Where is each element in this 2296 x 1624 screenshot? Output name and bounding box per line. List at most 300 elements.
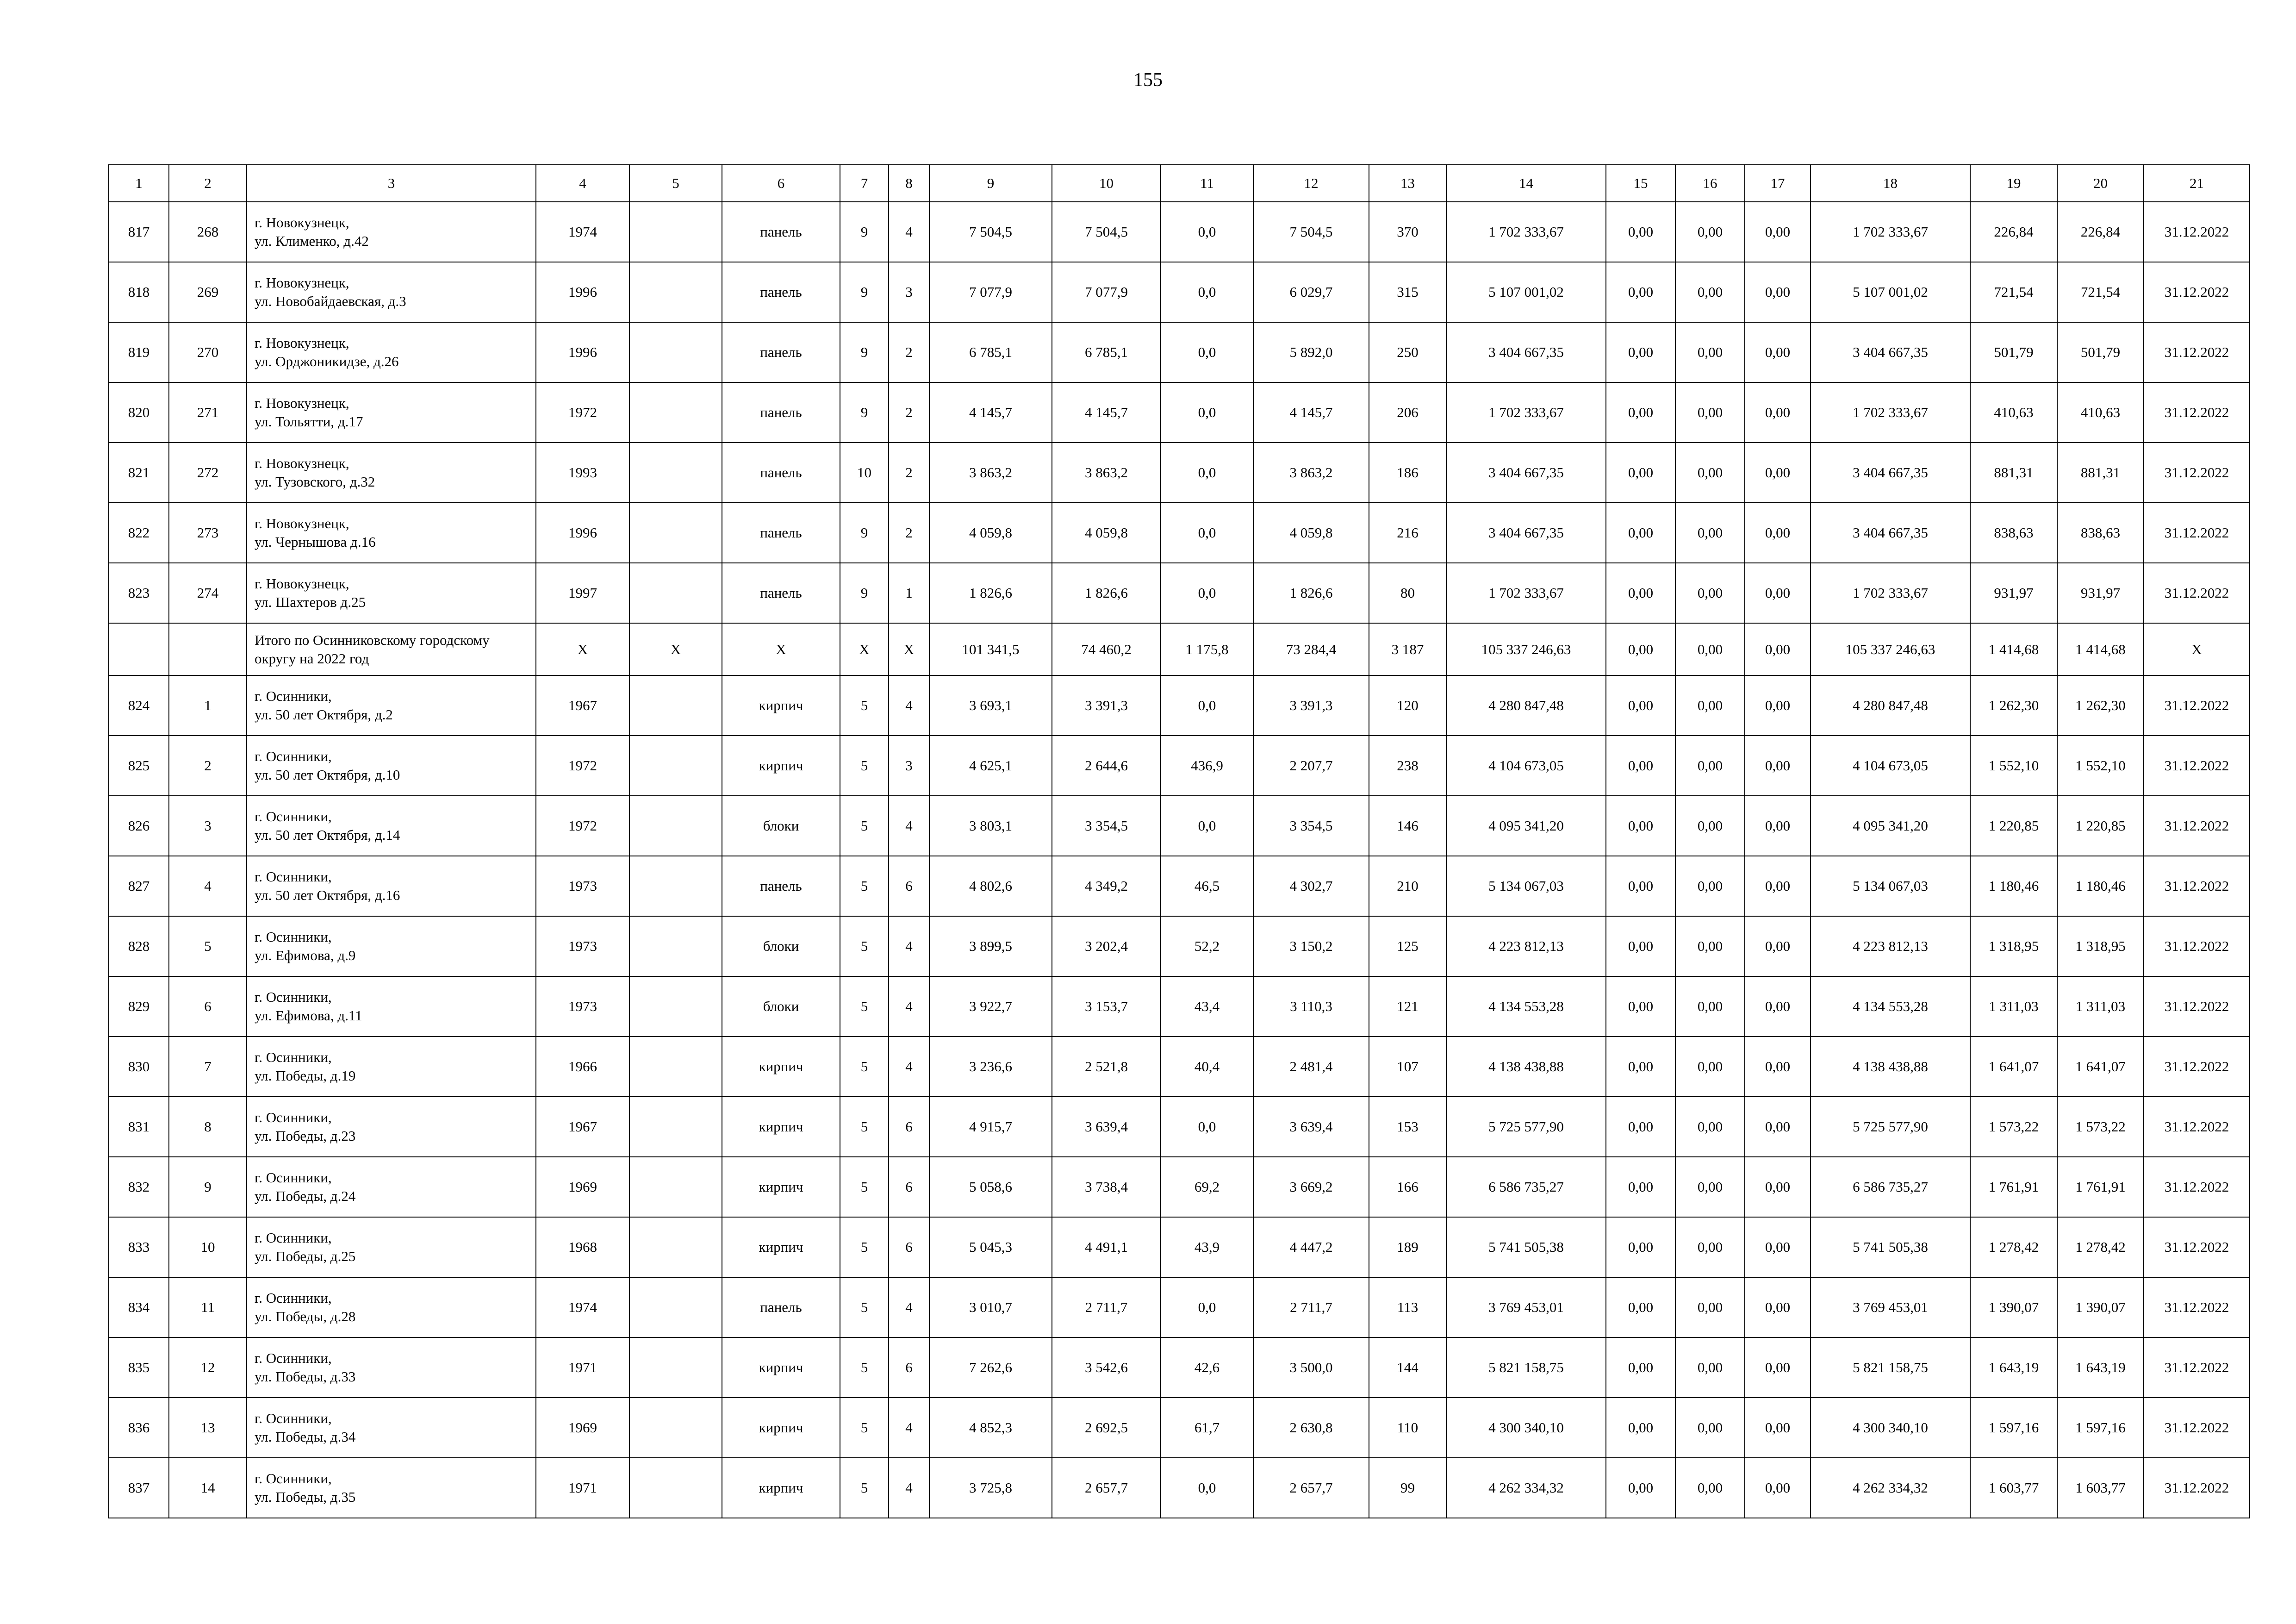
cell-col-7: 9 (840, 262, 889, 322)
address-line-2: ул. Ефимова, д.11 (255, 1007, 362, 1024)
cell-col-1: 828 (109, 916, 169, 976)
cell-col-11: 0,0 (1161, 796, 1253, 856)
cell-col-14: 5 725 577,90 (1446, 1097, 1606, 1157)
cell-col-12: 5 892,0 (1253, 322, 1369, 382)
cell-col-14: 4 134 553,28 (1446, 976, 1606, 1037)
cell-col-15: 0,00 (1606, 563, 1675, 623)
address-line-2: ул. 50 лет Октября, д.16 (255, 887, 400, 903)
cell-col-13: 206 (1369, 382, 1446, 443)
cell-col-17: 0,00 (1745, 1337, 1811, 1398)
cell-col-1: 819 (109, 322, 169, 382)
address-cell (247, 443, 536, 503)
cell-col-12: 7 504,5 (1253, 202, 1369, 262)
address-cell (247, 1277, 536, 1337)
cell-col-16: 0,00 (1675, 563, 1745, 623)
cell-col-6: панель (722, 202, 840, 262)
cell-col-20: 1 311,03 (2057, 976, 2144, 1037)
cell-col-17: 0,00 (1745, 1458, 1811, 1518)
cell-col-13: 250 (1369, 322, 1446, 382)
cell-col-10: 2 644,6 (1052, 736, 1161, 796)
cell-col-8: 2 (889, 503, 929, 563)
cell-col-10: 3 153,7 (1052, 976, 1161, 1037)
table-row (109, 503, 2250, 563)
column-header: 19 (1970, 165, 2057, 202)
cell-col-17: 0,00 (1745, 623, 1811, 675)
cell-col-9: 3 922,7 (929, 976, 1052, 1037)
cell-col-5 (629, 1157, 722, 1217)
cell-col-13: 370 (1369, 202, 1446, 262)
cell-col-17: 0,00 (1745, 262, 1811, 322)
cell-col-8: 4 (889, 796, 929, 856)
column-header: 5 (629, 165, 722, 202)
cell-col-6: панель (722, 563, 840, 623)
cell-col-1: 830 (109, 1037, 169, 1097)
cell-col-8: 3 (889, 262, 929, 322)
cell-col-15: 0,00 (1606, 503, 1675, 563)
cell-col-9: 4 625,1 (929, 736, 1052, 796)
cell-col-12: 3 354,5 (1253, 796, 1369, 856)
cell-col-15: 0,00 (1606, 382, 1675, 443)
cell-col-4: 1971 (536, 1337, 629, 1398)
cell-col-8: 4 (889, 1037, 929, 1097)
cell-col-10: 2 692,5 (1052, 1398, 1161, 1458)
cell-col-4: 1996 (536, 322, 629, 382)
cell-col-9: 4 059,8 (929, 503, 1052, 563)
cell-col-8: 4 (889, 976, 929, 1037)
cell-col-16: 0,00 (1675, 796, 1745, 856)
cell-col-5 (629, 1097, 722, 1157)
cell-col-5 (629, 916, 722, 976)
cell-col-7: 5 (840, 1217, 889, 1277)
cell-col-19: 931,97 (1970, 563, 2057, 623)
cell-col-17: 0,00 (1745, 503, 1811, 563)
cell-col-14: 5 134 067,03 (1446, 856, 1606, 916)
cell-col-16: 0,00 (1675, 856, 1745, 916)
cell-col-20: 1 597,16 (2057, 1398, 2144, 1458)
cell-col-16: 0,00 (1675, 382, 1745, 443)
cell-col-7: 5 (840, 675, 889, 736)
cell-col-8: 2 (889, 382, 929, 443)
cell-col-18: 5 107 001,02 (1811, 262, 1970, 322)
cell-col-12: 2 657,7 (1253, 1458, 1369, 1518)
cell-col-16: 0,00 (1675, 262, 1745, 322)
cell-col-10: 2 521,8 (1052, 1037, 1161, 1097)
address-line-1: г. Осинники, (255, 1350, 332, 1366)
address-cell (247, 856, 536, 916)
cell-col-4: 1996 (536, 503, 629, 563)
address-line-2: ул. Орджоникидзе, д.26 (255, 353, 399, 369)
cell-col-1: 836 (109, 1398, 169, 1458)
cell-col-10: 4 349,2 (1052, 856, 1161, 916)
cell-col-14: 4 095 341,20 (1446, 796, 1606, 856)
cell-col-1: 825 (109, 736, 169, 796)
cell-col-6: панель (722, 856, 840, 916)
cell-col-2: 11 (169, 1277, 247, 1337)
table-row (109, 856, 2250, 916)
address-line-2: ул. Клименко, д.42 (255, 233, 369, 249)
cell-col-8: 6 (889, 1157, 929, 1217)
cell-col-6: панель (722, 443, 840, 503)
cell-col-6: панель (722, 503, 840, 563)
cell-col-5 (629, 1398, 722, 1458)
cell-col-5 (629, 675, 722, 736)
cell-col-17: 0,00 (1745, 976, 1811, 1037)
cell-col-15: 0,00 (1606, 1398, 1675, 1458)
total-row (109, 623, 2250, 675)
cell-col-19: 1 318,95 (1970, 916, 2057, 976)
cell-col-8: 2 (889, 443, 929, 503)
cell-col-14: 4 300 340,10 (1446, 1398, 1606, 1458)
cell-col-5 (629, 262, 722, 322)
cell-col-13: 315 (1369, 262, 1446, 322)
cell-col-16: 0,00 (1675, 322, 1745, 382)
address-line-2: ул. Победы, д.33 (255, 1368, 356, 1385)
cell-col-15: 0,00 (1606, 623, 1675, 675)
cell-col-10: 3 863,2 (1052, 443, 1161, 503)
address-line-2: ул. Победы, д.35 (255, 1489, 356, 1505)
address-line-2: ул. 50 лет Октября, д.14 (255, 827, 400, 843)
cell-col-20: 1 318,95 (2057, 916, 2144, 976)
cell-col-9: 3 803,1 (929, 796, 1052, 856)
cell-col-12: 3 639,4 (1253, 1097, 1369, 1157)
cell-col-10: 6 785,1 (1052, 322, 1161, 382)
column-header: 3 (247, 165, 536, 202)
table-row (109, 736, 2250, 796)
cell-col-7: X (840, 623, 889, 675)
cell-col-2: 270 (169, 322, 247, 382)
cell-col-4: 1972 (536, 382, 629, 443)
cell-col-15: 0,00 (1606, 1097, 1675, 1157)
address-cell (247, 1037, 536, 1097)
cell-col-21: 31.12.2022 (2144, 443, 2250, 503)
address-line-2: ул. Победы, д.25 (255, 1248, 356, 1264)
cell-col-8: 6 (889, 1097, 929, 1157)
table-row (109, 1458, 2250, 1518)
table-row (109, 1097, 2250, 1157)
cell-col-19: 1 552,10 (1970, 736, 2057, 796)
column-header: 14 (1446, 165, 1606, 202)
address-line-2: ул. Ефимова, д.9 (255, 947, 356, 963)
cell-col-4: 1996 (536, 262, 629, 322)
cell-col-10: 4 491,1 (1052, 1217, 1161, 1277)
cell-col-20: 1 278,42 (2057, 1217, 2144, 1277)
cell-col-7: 5 (840, 796, 889, 856)
cell-col-7: 9 (840, 382, 889, 443)
address-line-2: ул. Новобайдаевская, д.3 (255, 293, 406, 309)
cell-col-18: 4 280 847,48 (1811, 675, 1970, 736)
cell-col-11: 40,4 (1161, 1037, 1253, 1097)
cell-col-18: 3 769 453,01 (1811, 1277, 1970, 1337)
table-body (109, 202, 2250, 1518)
cell-col-9: 3 236,6 (929, 1037, 1052, 1097)
cell-col-5 (629, 503, 722, 563)
cell-col-9: 5 058,6 (929, 1157, 1052, 1217)
cell-col-13: 113 (1369, 1277, 1446, 1337)
cell-col-9: 7 077,9 (929, 262, 1052, 322)
address-cell (247, 916, 536, 976)
cell-col-15: 0,00 (1606, 856, 1675, 916)
cell-col-1: 820 (109, 382, 169, 443)
cell-col-11: 46,5 (1161, 856, 1253, 916)
cell-col-2: 12 (169, 1337, 247, 1398)
table-row (109, 322, 2250, 382)
cell-col-21: 31.12.2022 (2144, 563, 2250, 623)
cell-col-17: 0,00 (1745, 1217, 1811, 1277)
cell-col-12: 2 207,7 (1253, 736, 1369, 796)
cell-col-9: 101 341,5 (929, 623, 1052, 675)
address-line-1: г. Осинники, (255, 1290, 332, 1306)
cell-col-16: 0,00 (1675, 1277, 1745, 1337)
cell-col-7: 5 (840, 856, 889, 916)
cell-col-20: 1 552,10 (2057, 736, 2144, 796)
address-line-1: г. Новокузнецк, (255, 335, 349, 351)
cell-col-5 (629, 1037, 722, 1097)
cell-col-20: 1 643,19 (2057, 1337, 2144, 1398)
cell-col-6: блоки (722, 916, 840, 976)
cell-col-15: 0,00 (1606, 322, 1675, 382)
cell-col-6: кирпич (722, 1217, 840, 1277)
cell-col-19: 410,63 (1970, 382, 2057, 443)
address-cell (247, 736, 536, 796)
cell-col-1: 822 (109, 503, 169, 563)
cell-col-13: 3 187 (1369, 623, 1446, 675)
address-cell (247, 503, 536, 563)
cell-col-14: 1 702 333,67 (1446, 382, 1606, 443)
cell-col-19: 1 761,91 (1970, 1157, 2057, 1217)
cell-col-1: 837 (109, 1458, 169, 1518)
cell-col-2: 269 (169, 262, 247, 322)
cell-col-14: 4 138 438,88 (1446, 1037, 1606, 1097)
cell-col-21: 31.12.2022 (2144, 1458, 2250, 1518)
cell-col-13: 166 (1369, 1157, 1446, 1217)
cell-col-18: 5 821 158,75 (1811, 1337, 1970, 1398)
cell-col-5 (629, 736, 722, 796)
cell-col-6: кирпич (722, 736, 840, 796)
cell-col-10: 7 077,9 (1052, 262, 1161, 322)
cell-col-7: 5 (840, 1037, 889, 1097)
cell-col-2: 271 (169, 382, 247, 443)
cell-col-2: 1 (169, 675, 247, 736)
cell-col-12: 4 447,2 (1253, 1217, 1369, 1277)
cell-col-15: 0,00 (1606, 1277, 1675, 1337)
cell-col-8: 4 (889, 916, 929, 976)
cell-col-4: 1969 (536, 1157, 629, 1217)
cell-col-1: 827 (109, 856, 169, 916)
address-line-2: ул. Шахтеров д.25 (255, 594, 366, 610)
cell-col-12: 6 029,7 (1253, 262, 1369, 322)
cell-col-13: 110 (1369, 1398, 1446, 1458)
cell-col-17: 0,00 (1745, 322, 1811, 382)
cell-col-13: 107 (1369, 1037, 1446, 1097)
cell-col-13: 153 (1369, 1097, 1446, 1157)
column-header: 6 (722, 165, 840, 202)
address-cell (247, 202, 536, 262)
cell-col-21: 31.12.2022 (2144, 322, 2250, 382)
address-cell (247, 1337, 536, 1398)
cell-col-2: 273 (169, 503, 247, 563)
cell-col-13: 216 (1369, 503, 1446, 563)
cell-col-4: 1993 (536, 443, 629, 503)
cell-col-2: 3 (169, 796, 247, 856)
cell-col-18: 4 138 438,88 (1811, 1037, 1970, 1097)
cell-col-7: 9 (840, 202, 889, 262)
cell-col-16: 0,00 (1675, 1398, 1745, 1458)
column-header: 20 (2057, 165, 2144, 202)
column-header: 9 (929, 165, 1052, 202)
column-number-row (109, 165, 2250, 202)
cell-col-19: 721,54 (1970, 262, 2057, 322)
column-header: 8 (889, 165, 929, 202)
address-cell (247, 1157, 536, 1217)
cell-col-15: 0,00 (1606, 976, 1675, 1037)
table-row (109, 1217, 2250, 1277)
address-cell (247, 262, 536, 322)
address-line-2: ул. 50 лет Октября, д.2 (255, 706, 393, 723)
cell-col-7: 5 (840, 1277, 889, 1337)
cell-col-11: 0,0 (1161, 202, 1253, 262)
cell-col-11: 69,2 (1161, 1157, 1253, 1217)
cell-col-5 (629, 202, 722, 262)
cell-col-2: 7 (169, 1037, 247, 1097)
cell-col-4: 1967 (536, 1097, 629, 1157)
cell-col-9: 3 899,5 (929, 916, 1052, 976)
table-row (109, 1157, 2250, 1217)
cell-col-17: 0,00 (1745, 1037, 1811, 1097)
table-row (109, 916, 2250, 976)
cell-col-2 (169, 623, 247, 675)
cell-col-8: X (889, 623, 929, 675)
cell-col-18: 1 702 333,67 (1811, 563, 1970, 623)
cell-col-10: 3 542,6 (1052, 1337, 1161, 1398)
cell-col-18: 3 404 667,35 (1811, 503, 1970, 563)
address-cell (247, 675, 536, 736)
cell-col-16: 0,00 (1675, 736, 1745, 796)
cell-col-14: 1 702 333,67 (1446, 563, 1606, 623)
cell-col-8: 4 (889, 1277, 929, 1337)
cell-col-4: 1997 (536, 563, 629, 623)
cell-col-16: 0,00 (1675, 503, 1745, 563)
cell-col-4: 1974 (536, 202, 629, 262)
cell-col-12: 4 059,8 (1253, 503, 1369, 563)
cell-col-17: 0,00 (1745, 202, 1811, 262)
cell-col-14: 3 404 667,35 (1446, 503, 1606, 563)
address-line-2: ул. Победы, д.34 (255, 1429, 356, 1445)
cell-col-13: 99 (1369, 1458, 1446, 1518)
address-line-1: г. Осинники, (255, 1169, 332, 1186)
cell-col-2: 268 (169, 202, 247, 262)
address-cell (247, 563, 536, 623)
cell-col-11: 0,0 (1161, 563, 1253, 623)
table-row (109, 796, 2250, 856)
table-row (109, 1037, 2250, 1097)
address-cell (247, 1097, 536, 1157)
table-row (109, 563, 2250, 623)
address-cell (247, 976, 536, 1037)
cell-col-21: 31.12.2022 (2144, 736, 2250, 796)
cell-col-15: 0,00 (1606, 675, 1675, 736)
cell-col-6: панель (722, 322, 840, 382)
cell-col-15: 0,00 (1606, 202, 1675, 262)
cell-col-18: 4 134 553,28 (1811, 976, 1970, 1037)
cell-col-9: 1 826,6 (929, 563, 1052, 623)
cell-col-20: 226,84 (2057, 202, 2144, 262)
cell-col-16: 0,00 (1675, 623, 1745, 675)
cell-col-12: 1 826,6 (1253, 563, 1369, 623)
cell-col-20: 1 603,77 (2057, 1458, 2144, 1518)
cell-col-13: 125 (1369, 916, 1446, 976)
cell-col-7: 5 (840, 916, 889, 976)
column-header: 12 (1253, 165, 1369, 202)
column-header: 16 (1675, 165, 1745, 202)
cell-col-11: 0,0 (1161, 1277, 1253, 1337)
cell-col-16: 0,00 (1675, 916, 1745, 976)
cell-col-11: 436,9 (1161, 736, 1253, 796)
cell-col-13: 146 (1369, 796, 1446, 856)
address-line-1: г. Осинники, (255, 868, 332, 885)
cell-col-14: 3 404 667,35 (1446, 322, 1606, 382)
cell-col-8: 4 (889, 202, 929, 262)
cell-col-5 (629, 563, 722, 623)
cell-col-2: 14 (169, 1458, 247, 1518)
table-row (109, 262, 2250, 322)
table-row (109, 976, 2250, 1037)
cell-col-15: 0,00 (1606, 1037, 1675, 1097)
cell-col-12: 2 481,4 (1253, 1037, 1369, 1097)
cell-col-5: X (629, 623, 722, 675)
column-header: 1 (109, 165, 169, 202)
cell-col-21: 31.12.2022 (2144, 1337, 2250, 1398)
cell-col-11: 0,0 (1161, 1097, 1253, 1157)
cell-col-19: 1 573,22 (1970, 1097, 2057, 1157)
cell-col-18: 3 404 667,35 (1811, 443, 1970, 503)
cell-col-7: 9 (840, 322, 889, 382)
cell-col-12: 4 145,7 (1253, 382, 1369, 443)
cell-col-8: 6 (889, 856, 929, 916)
cell-col-16: 0,00 (1675, 976, 1745, 1037)
cell-col-13: 144 (1369, 1337, 1446, 1398)
cell-col-21: 31.12.2022 (2144, 202, 2250, 262)
cell-col-1: 824 (109, 675, 169, 736)
cell-col-15: 0,00 (1606, 796, 1675, 856)
cell-col-14: 105 337 246,63 (1446, 623, 1606, 675)
cell-col-16: 0,00 (1675, 443, 1745, 503)
cell-col-7: 5 (840, 1097, 889, 1157)
cell-col-9: 4 145,7 (929, 382, 1052, 443)
table-row (109, 675, 2250, 736)
cell-col-18: 1 702 333,67 (1811, 382, 1970, 443)
cell-col-10: 3 202,4 (1052, 916, 1161, 976)
cell-col-10: 74 460,2 (1052, 623, 1161, 675)
address-cell (247, 623, 536, 675)
cell-col-1: 821 (109, 443, 169, 503)
cell-col-19: 1 180,46 (1970, 856, 2057, 916)
cell-col-16: 0,00 (1675, 202, 1745, 262)
cell-col-1: 835 (109, 1337, 169, 1398)
cell-col-11: 0,0 (1161, 443, 1253, 503)
cell-col-20: 721,54 (2057, 262, 2144, 322)
address-line-1: Итого по Осинниковскому городскому округу на 2022 год (255, 631, 490, 667)
cell-col-6: блоки (722, 976, 840, 1037)
cell-col-11: 1 175,8 (1161, 623, 1253, 675)
cell-col-21: 31.12.2022 (2144, 1398, 2250, 1458)
cell-col-7: 5 (840, 736, 889, 796)
column-header: 18 (1811, 165, 1970, 202)
address-cell (247, 1398, 536, 1458)
cell-col-16: 0,00 (1675, 1458, 1745, 1518)
cell-col-20: 1 390,07 (2057, 1277, 2144, 1337)
cell-col-16: 0,00 (1675, 1337, 1745, 1398)
cell-col-5 (629, 856, 722, 916)
